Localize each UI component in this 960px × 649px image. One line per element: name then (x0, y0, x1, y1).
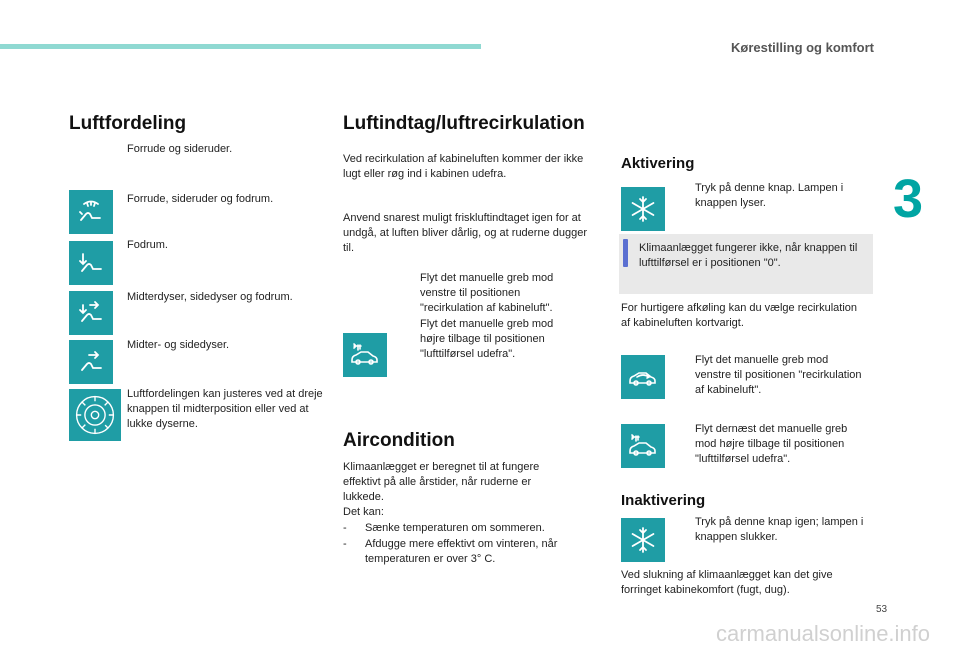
bullet-marker (398, 317, 420, 362)
item-label: Midter- og sidedyser. (127, 339, 230, 351)
aircondition-intro: Klimaanlægget er beregnet til at fungere effektivt på alle årstider, når ruderne er lukkede. (343, 461, 540, 503)
bullet-text: Flyt dernæst det manuelle greb mod højre tilbage til positionen "lufttilførsel udefra". (695, 423, 848, 465)
bullet-text: Flyt det manuelle greb mod venstre til positionen "recirkulation af kabineluft". (420, 272, 554, 314)
info-icon (623, 239, 628, 267)
dash-marker: - (343, 538, 347, 550)
info-text: Klimaanlægget fungerer ikke, når knappen til lufttilførsel er i positionen "0". (639, 242, 858, 269)
ac-on-bullet (673, 181, 863, 211)
feet-icon (69, 241, 113, 285)
recirculation-car-icon (621, 355, 665, 399)
fresh-air-bullet (673, 422, 868, 467)
distribution-note: Luftfordelingen kan justeres ved at dreje knappen til midterposition eller ved at lukke dyserne. (127, 388, 323, 430)
watermark: carmanualsonline.info (716, 621, 931, 646)
bullet-text: Flyt det manuelle greb mod venstre til positionen "recirkulation af kabineluft". (695, 354, 862, 396)
fresh-air-bullet (398, 317, 578, 362)
recirculation-bullet (398, 271, 578, 316)
bullet-marker (673, 181, 695, 211)
bullet-marker (398, 271, 420, 316)
luftfordeling-title: Luftfordeling (69, 113, 187, 134)
item-label: Forrude, sideruder og fodrum. (127, 193, 274, 205)
header-accent-bar (0, 44, 481, 49)
item-label: Midterdyser, sidedyser og fodrum. (127, 291, 293, 303)
aktivering-title: Aktivering (621, 155, 695, 172)
aircondition-item (343, 521, 583, 536)
luftindtag-title: Luftindtag/luftrecirkulation (343, 113, 585, 134)
windshield-side-defrost-icon (69, 190, 113, 234)
vents-feet-icon (69, 291, 113, 335)
vents-icon (69, 340, 113, 384)
bullet-marker (673, 515, 695, 545)
section-title: Kørestilling og komfort (731, 40, 874, 55)
aktivering-paragraph: For hurtigere afkøling kan du vælge recirkulation af kabineluften kortvarigt. (621, 302, 858, 329)
aircondition-item-text: Sænke temperaturen om sommeren. (365, 522, 545, 534)
ac-snowflake-icon (621, 518, 665, 562)
luftindtag-paragraph: Anvend snarest muligt friskluftindtaget igen for at undgå, at luften bliver dårlig, og at ruderne dugger til. (343, 212, 587, 254)
bullet-marker (673, 353, 695, 398)
inaktivering-paragraph: Ved slukning af klimaanlægget kan det give forringet kabinekomfort (fugt, dug). (621, 569, 833, 596)
bullet-text: Flyt det manuelle greb mod højre tilbage til positionen "lufttilførsel udefra". (420, 318, 554, 360)
bullet-text: Tryk på denne knap igen; lampen i knappen slukker. (695, 516, 864, 543)
dash-marker: - (343, 522, 347, 534)
info-box (619, 234, 873, 294)
item-label: Fodrum. (127, 239, 168, 251)
recirculation-bullet (673, 353, 863, 398)
aircondition-title: Aircondition (343, 430, 455, 451)
aircondition-item (343, 537, 583, 567)
item-label: Forrude og sideruder. (127, 143, 233, 155)
inaktivering-title: Inaktivering (621, 492, 706, 509)
bullet-marker (673, 422, 695, 467)
ac-snowflake-icon (621, 187, 665, 231)
chapter-number: 3 (893, 169, 924, 229)
ac-off-bullet (673, 515, 868, 545)
luftindtag-paragraph: Ved recirkulation af kabineluften kommer der ikke lugt eller røg ind i kabinen udefra. (343, 153, 584, 180)
bullet-text: Tryk på denne knap. Lampen i knappen lyser. (695, 182, 844, 209)
aircondition-lead: Det kan: (343, 506, 384, 518)
fresh-air-car-icon (621, 424, 665, 468)
page-number: 53 (876, 604, 888, 615)
fresh-air-car-icon (343, 333, 387, 377)
aircondition-item-text: Afdugge mere effektivt om vinteren, når temperaturen er over 3° C. (365, 538, 558, 565)
distribution-knob-icon (69, 389, 121, 441)
